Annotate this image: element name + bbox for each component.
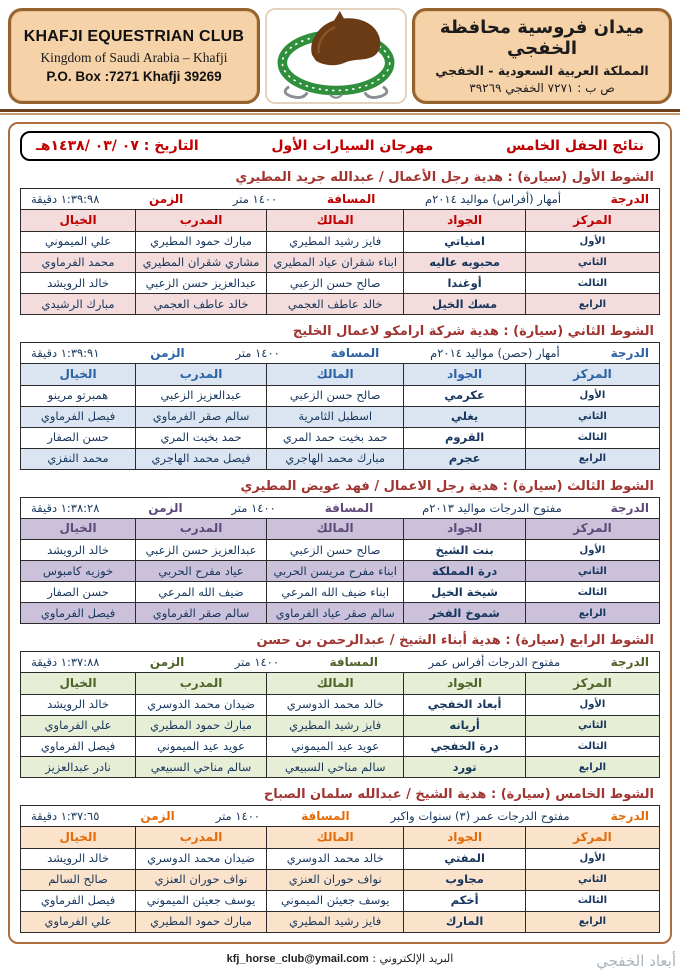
results-body (21, 540, 660, 624)
grade-label: الدرجة (610, 192, 649, 206)
owner-cell: ابناء ضيف الله المرعي (267, 582, 404, 603)
jockey-cell: فيصل الفرماوي (21, 736, 136, 757)
distance-value: ١٤٠٠ متر (234, 655, 280, 670)
horse-cell: المفتي (404, 848, 525, 869)
club-info-arabic (412, 8, 672, 104)
column-header: المدرب (136, 364, 267, 386)
position-cell: الثالث (525, 273, 659, 294)
result-row (21, 231, 660, 252)
position-cell: الثاني (525, 406, 659, 427)
grade-value: مفتوح الدرجات مواليد ٢٠١٣م (422, 500, 562, 515)
time-value: ١:٣٧:٨٨ دقيقة (31, 655, 100, 670)
result-row (21, 385, 660, 406)
horse-cell: أخكم (404, 890, 525, 911)
distance-value: ١٤٠٠ متر (235, 346, 280, 361)
trainer-cell: ضيدان محمد الدوسري (136, 694, 267, 715)
race-section (20, 324, 660, 469)
trainer-cell: حمد بخيت المري (136, 427, 267, 448)
distance-value: ١٤٠٠ متر (232, 192, 278, 206)
owner-cell: نواف حوران العنزي (267, 869, 404, 890)
sections (20, 170, 660, 933)
jockey-cell: محمد الفرماوي (21, 252, 136, 273)
position-cell: الثاني (525, 715, 659, 736)
trainer-cell: سالم صقر الفرماوي (136, 603, 267, 624)
jockey-cell: همبرتو مرينو (21, 385, 136, 406)
section-title: الشوط الرابع (سيارة) : هدية أبناء الشيخ / عبدالرحمن بن حسن (256, 633, 654, 649)
results-body (21, 231, 660, 315)
position-cell: الثاني (525, 252, 659, 273)
column-header-row (21, 210, 660, 232)
email-address: kfj_horse_club@ymail.com (226, 953, 369, 965)
column-header: المركز (525, 673, 659, 695)
trainer-cell: عبدالعزيز حسن الزعبي (136, 273, 267, 294)
distance-label: المسافة (329, 655, 379, 670)
column-header: المدرب (136, 518, 267, 540)
result-row (21, 273, 660, 294)
trainer-cell: ضيدان محمد الدوسري (136, 848, 267, 869)
column-header: الجواد (404, 827, 525, 849)
result-row (21, 890, 660, 911)
trainer-cell: ضيف الله المرعي (136, 582, 267, 603)
result-row (21, 582, 660, 603)
column-header: المالك (267, 518, 404, 540)
column-header-row (21, 673, 660, 695)
results-body (21, 385, 660, 469)
time-label: الزمن (148, 500, 183, 515)
club-country-arabic: المملكة العربية السعودية - الخفجي (435, 63, 649, 78)
results-body (21, 694, 660, 778)
position-cell: الثالث (525, 736, 659, 757)
column-header: الخيال (21, 364, 136, 386)
owner-cell: خالد عاطف العجمي (267, 294, 404, 315)
jockey-cell: خالد الرويشد (21, 848, 136, 869)
result-row (21, 911, 660, 932)
distance-label: المسافة (326, 192, 376, 206)
horse-cell: امنياتي (404, 231, 525, 252)
page-footer (0, 952, 680, 965)
horse-cell: بنت الشيخ (404, 540, 525, 561)
trainer-cell: عبدالعزيز حسن الزعبي (136, 540, 267, 561)
position-cell: الأول (525, 540, 659, 561)
column-header: المالك (267, 364, 404, 386)
club-pobox-english: P.O. Box :7271 Khafji 39269 (46, 69, 222, 84)
grade-label: الدرجة (610, 346, 649, 361)
jockey-cell: فيصل الفرماوي (21, 890, 136, 911)
column-header: الخيال (21, 827, 136, 849)
trainer-cell: فيصل محمد الهاجري (136, 448, 267, 469)
race-section (20, 633, 660, 778)
grade-label: الدرجة (610, 500, 649, 515)
result-row (21, 448, 660, 469)
result-row (21, 561, 660, 582)
owner-cell: ابناء شقران عياد المطيري (267, 252, 404, 273)
horse-cell: مسك الخيل (404, 294, 525, 315)
grade-info-row (20, 188, 660, 209)
grade-value: أمهار (حصن) مواليد ٢٠١٤م (430, 346, 560, 361)
position-cell: الرابع (525, 911, 659, 932)
trainer-cell: مبارك حمود المطيري (136, 231, 267, 252)
horse-cell: يغلي (404, 406, 525, 427)
grade-info-row (20, 497, 660, 518)
trainer-cell: سالم مناحي السبيعي (136, 757, 267, 778)
column-header: الجواد (404, 210, 525, 232)
result-row (21, 252, 660, 273)
race-section (20, 479, 660, 624)
section-title: الشوط الخامس (سيارة) : هدية الشيخ / عبدالله سلمان الصباح (263, 787, 654, 803)
event-results-label: نتائج الحفل الخامس (506, 138, 644, 154)
time-value: ١:٣٧:٦٥ دقيقة (31, 809, 100, 824)
result-row (21, 603, 660, 624)
position-cell: الرابع (525, 757, 659, 778)
owner-cell: فايز رشيد المطيري (267, 715, 404, 736)
owner-cell: صالح حسن الزعبي (267, 540, 404, 561)
result-row (21, 427, 660, 448)
results-body (21, 848, 660, 932)
horse-cell: أريانه (404, 715, 525, 736)
column-header: المدرب (136, 827, 267, 849)
section-title: الشوط الثالث (سيارة) : هدية رجل الاعمال / فهد عويض المطيري (240, 478, 654, 494)
section-title: الشوط الأول (سيارة) : هدية رجل الأعمال / عبدالله جريد المطيري (235, 170, 654, 185)
grade-value: مفتوح الدرجات أفراس عمر (428, 655, 561, 670)
column-header: المركز (525, 364, 659, 386)
trainer-cell: عبدالعزيز الزعبي (136, 385, 267, 406)
horse-cell: القروم (404, 427, 525, 448)
time-label: الزمن (148, 192, 184, 206)
grade-info-row (20, 342, 660, 363)
results-frame (8, 122, 672, 944)
owner-cell: سالم صقر عياد الفرماوي (267, 603, 404, 624)
column-header: المالك (267, 673, 404, 695)
horse-cell: درة المملكة (404, 561, 525, 582)
column-header: الخيال (21, 210, 136, 232)
results-table (20, 209, 660, 315)
horse-cell: أوغندا (404, 273, 525, 294)
event-festival-label: مهرجان السيارات الأول (271, 138, 434, 154)
club-pobox-arabic: ص ب : ٧٢٧١ الخفجي ٣٩٢٦٩ (469, 81, 615, 95)
event-title-bar (20, 131, 660, 161)
position-cell: الأول (525, 848, 659, 869)
distance-label: المسافة (330, 346, 380, 361)
position-cell: الرابع (525, 448, 659, 469)
trainer-cell: سالم صقر الفرماوي (136, 406, 267, 427)
time-label: الزمن (140, 809, 175, 824)
owner-cell: اسطبل الثامرية (267, 406, 404, 427)
horse-cell: تورد (404, 757, 525, 778)
trainer-cell: مبارك حمود المطيري (136, 911, 267, 932)
jockey-cell: محمد النفزي (21, 448, 136, 469)
column-header: المركز (525, 827, 659, 849)
horse-cell: محبوبه عاليه (404, 252, 525, 273)
distance-label: المسافة (324, 500, 374, 515)
distance-value: ١٤٠٠ متر (215, 809, 261, 824)
results-table (20, 363, 660, 469)
club-info-english (8, 8, 260, 104)
result-row (21, 869, 660, 890)
position-cell: الثاني (525, 869, 659, 890)
result-row (21, 540, 660, 561)
results-table (20, 518, 660, 624)
position-cell: الثالث (525, 890, 659, 911)
position-cell: الرابع (525, 603, 659, 624)
trainer-cell: خالد عاطف العجمي (136, 294, 267, 315)
column-header: الجواد (404, 518, 525, 540)
jockey-cell: علي الميموني (21, 231, 136, 252)
club-name-arabic: ميدان فروسية محافظة الخفجي (439, 17, 645, 59)
horse-cell: المارك (404, 911, 525, 932)
position-cell: الثاني (525, 561, 659, 582)
jockey-cell: خالد الرويشد (21, 540, 136, 561)
horse-cell: مجاوب (404, 869, 525, 890)
owner-cell: عويد عيد الميموني (267, 736, 404, 757)
club-name-english: KHAFJI EQUESTRIAN CLUB (23, 28, 245, 45)
jockey-cell: خالد الرويشد (21, 273, 136, 294)
result-row (21, 406, 660, 427)
column-header-row (21, 518, 660, 540)
column-header: المالك (267, 827, 404, 849)
column-header: الجواد (404, 364, 525, 386)
section-title: الشوط الثاني (سيارة) : هدية شركة ارامكو لاعمال الخليج (292, 324, 654, 340)
distance-value: ١٤٠٠ متر (231, 500, 276, 515)
time-value: ١:٣٩:٩١ دقيقة (31, 346, 100, 361)
jockey-cell: حسن الصفار (21, 582, 136, 603)
horse-cell: عكرمي (404, 385, 525, 406)
column-header-row (21, 364, 660, 386)
result-row (21, 694, 660, 715)
jockey-cell: خالد الرويشد (21, 694, 136, 715)
horse-cell: عجرم (404, 448, 525, 469)
column-header: الجواد (404, 673, 525, 695)
position-cell: الأول (525, 694, 659, 715)
horse-cell: درة الخفجي (404, 736, 525, 757)
position-cell: الثالث (525, 427, 659, 448)
trainer-cell: يوسف جعيثن الميموني (136, 890, 267, 911)
time-value: ١:٣٩:٩٨ دقيقة (31, 192, 100, 206)
grade-value: أمهار (أفراس) مواليد ٢٠١٤م (424, 192, 562, 206)
column-header: المركز (525, 210, 659, 232)
position-cell: الأول (525, 385, 659, 406)
owner-cell: حمد بخيت حمد المري (267, 427, 404, 448)
jockey-cell: حسن الصفار (21, 427, 136, 448)
grade-value: مفتوح الدرجات عمر (٣) سنوات واكبر (390, 809, 570, 824)
column-header: المدرب (136, 673, 267, 695)
page-header (0, 0, 680, 104)
column-header: الخيال (21, 673, 136, 695)
time-label: الزمن (150, 346, 185, 361)
results-table (20, 826, 660, 932)
owner-cell: يوسف جعيثن الميموني (267, 890, 404, 911)
position-cell: الأول (525, 231, 659, 252)
position-cell: الرابع (525, 294, 659, 315)
owner-cell: خالد محمد الدوسري (267, 694, 404, 715)
club-logo-icon (273, 10, 399, 102)
jockey-cell: نادر عبدالعزيز (21, 757, 136, 778)
club-logo-box (265, 8, 407, 104)
owner-cell: ابناء مفرح مريسن الحربي (267, 561, 404, 582)
owner-cell: فايز رشيد المطيري (267, 911, 404, 932)
owner-cell: مبارك محمد الهاجري (267, 448, 404, 469)
grade-info-row (20, 805, 660, 826)
jockey-cell: صالح السالم (21, 869, 136, 890)
race-section (20, 787, 660, 932)
position-cell: الثالث (525, 582, 659, 603)
horse-cell: شموخ الفخر (404, 603, 525, 624)
result-row (21, 757, 660, 778)
grade-label: الدرجة (610, 809, 649, 824)
time-label: الزمن (149, 655, 185, 670)
grade-label: الدرجة (610, 655, 649, 670)
owner-cell: صالح حسن الزعبي (267, 385, 404, 406)
email-label: البريد الإلكتروني : (372, 952, 454, 965)
trainer-cell: مبارك حمود المطيري (136, 715, 267, 736)
jockey-cell: فيصل الفرماوي (21, 603, 136, 624)
trainer-cell: عياد مفرح الحربي (136, 561, 267, 582)
jockey-cell: علي الفرماوي (21, 715, 136, 736)
jockey-cell: خوزيه كامبوس (21, 561, 136, 582)
trainer-cell: مشاري شقران المطيري (136, 252, 267, 273)
club-country-english: Kingdom of Saudi Arabia – Khafji (40, 50, 228, 65)
race-section (20, 170, 660, 315)
result-row (21, 848, 660, 869)
owner-cell: صالح حسن الزعبي (267, 273, 404, 294)
horse-cell: أبعاد الخفجي (404, 694, 525, 715)
owner-cell: سالم مناحي السبيعي (267, 757, 404, 778)
header-divider (0, 109, 680, 115)
column-header: المركز (525, 518, 659, 540)
horse-cell: شيخة الخيل (404, 582, 525, 603)
result-row (21, 294, 660, 315)
event-date-label: التاريخ : ٠٧ /٠٣ /١٤٣٨هـ (36, 138, 199, 154)
trainer-cell: عويد عيد الميموني (136, 736, 267, 757)
column-header: المدرب (136, 210, 267, 232)
grade-info-row (20, 651, 660, 672)
trainer-cell: نواف حوران العنزي (136, 869, 267, 890)
column-header: المالك (267, 210, 404, 232)
jockey-cell: علي الفرماوي (21, 911, 136, 932)
column-header: الخيال (21, 518, 136, 540)
distance-label: المسافة (301, 809, 350, 824)
jockey-cell: مبارك الرشيدي (21, 294, 136, 315)
result-row (21, 715, 660, 736)
column-header-row (21, 827, 660, 849)
time-value: ١:٣٨:٢٨ دقيقة (31, 500, 100, 515)
result-row (21, 736, 660, 757)
jockey-cell: فيصل الفرماوي (21, 406, 136, 427)
results-table (20, 672, 660, 778)
owner-cell: خالد محمد الدوسري (267, 848, 404, 869)
owner-cell: فايز رشيد المطيري (267, 231, 404, 252)
watermark-text: أبعاد الخفجي (596, 952, 676, 970)
